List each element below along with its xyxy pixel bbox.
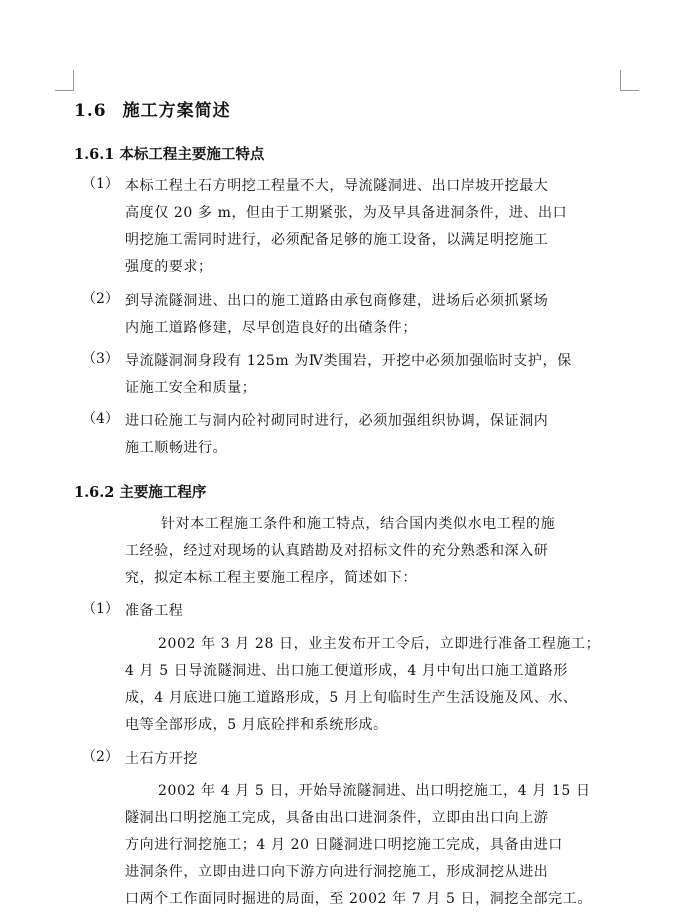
procedure-line: 2002 年 4 月 5 日，开始导流隧洞进、出口明挖施工，4 月 15 日 <box>158 783 591 799</box>
margin-corner-mark-left <box>55 70 74 91</box>
feature-index: （3） <box>82 351 119 367</box>
intro-line: 针对本工程施工条件和施工特点，结合国内类似水电工程的施 <box>161 516 556 532</box>
feature-line: 导流隧洞洞身段有 125m 为Ⅳ类围岩，开挖中必须加强临时支护，保 <box>125 353 572 369</box>
intro-line: 究，拟定本标工程主要施工程序，简述如下： <box>125 570 417 586</box>
feature-line: 内施工道路修建，尽早创造良好的出碴条件； <box>125 320 417 336</box>
procedure-title: 土石方开挖 <box>125 751 198 767</box>
feature-line: 强度的要求； <box>125 259 213 275</box>
section-heading <box>74 96 231 121</box>
feature-index: （2） <box>82 291 119 307</box>
feature-line: 本标工程土石方明挖工程量不大，导流隧洞进、出口岸坡开挖最大 <box>125 178 549 194</box>
procedure-index: （2） <box>82 749 119 765</box>
procedure-index: （1） <box>82 601 119 617</box>
procedure-line: 4 月 5 日导流隧洞进、出口施工便道形成，4 月中旬出口施工道路形 <box>125 663 568 679</box>
subsection-heading-features: 1.6.1 本标工程主要施工特点 <box>74 146 265 163</box>
procedure-line: 电等全部形成，5 月底砼拌和系统形成。 <box>125 717 388 733</box>
feature-line: 到导流隧洞进、出口的施工道路由承包商修建，进场后必须抓紧场 <box>125 293 549 309</box>
feature-line: 进口砼施工与洞内砼衬砌同时进行，必须加强组织协调，保证洞内 <box>125 413 549 429</box>
procedure-line: 方向进行洞挖施工；4 月 20 日隧洞进口明挖施工完成，具备由进口 <box>125 837 563 853</box>
intro-line: 工经验，经过对现场的认真踏勘及对招标文件的充分熟悉和深入研 <box>125 543 549 559</box>
procedure-title: 准备工程 <box>125 603 184 619</box>
procedure-1-body <box>125 631 600 739</box>
feature-line: 明挖施工需同时进行，必须配备足够的施工设备，以满足明挖施工 <box>125 232 549 248</box>
feature-line: 证施工安全和质量； <box>125 380 257 396</box>
feature-line: 高度仅 20 多 m，但由于工期紧张，为及早具备进洞条件，进、出口 <box>125 205 568 221</box>
procedure-intro-first-line <box>125 511 555 592</box>
feature-index: （1） <box>82 176 119 192</box>
procedure-line: 2002 年 3 月 28 日，业主发布开工令后，立即进行准备工程施工； <box>158 636 601 652</box>
procedure-2-body <box>125 778 592 913</box>
procedure-line: 进洞条件，立即由进口向下游方向进行洞挖施工，形成洞挖从进出 <box>125 864 549 880</box>
feature-index: （4） <box>82 411 119 427</box>
feature-line: 施工顺畅进行。 <box>125 440 228 456</box>
procedure-line: 隧洞出口明挖施工完成，具备由出口进洞条件，立即由出口向上游 <box>125 810 549 826</box>
margin-corner-mark-right <box>620 70 639 91</box>
procedure-line: 口两个工作面同时掘进的局面，至 2002 年 7 月 5 日，洞挖全部完工。 <box>125 891 592 907</box>
section-number: 1.6 <box>74 101 107 121</box>
subsection-heading-procedures: 1.6.2 主要施工程序 <box>74 484 207 501</box>
section-title: 施工方案简述 <box>122 101 231 121</box>
procedure-line: 成，4 月底进口施工道路形成，5 月上旬临时生产生活设施及风、水、 <box>125 690 578 706</box>
